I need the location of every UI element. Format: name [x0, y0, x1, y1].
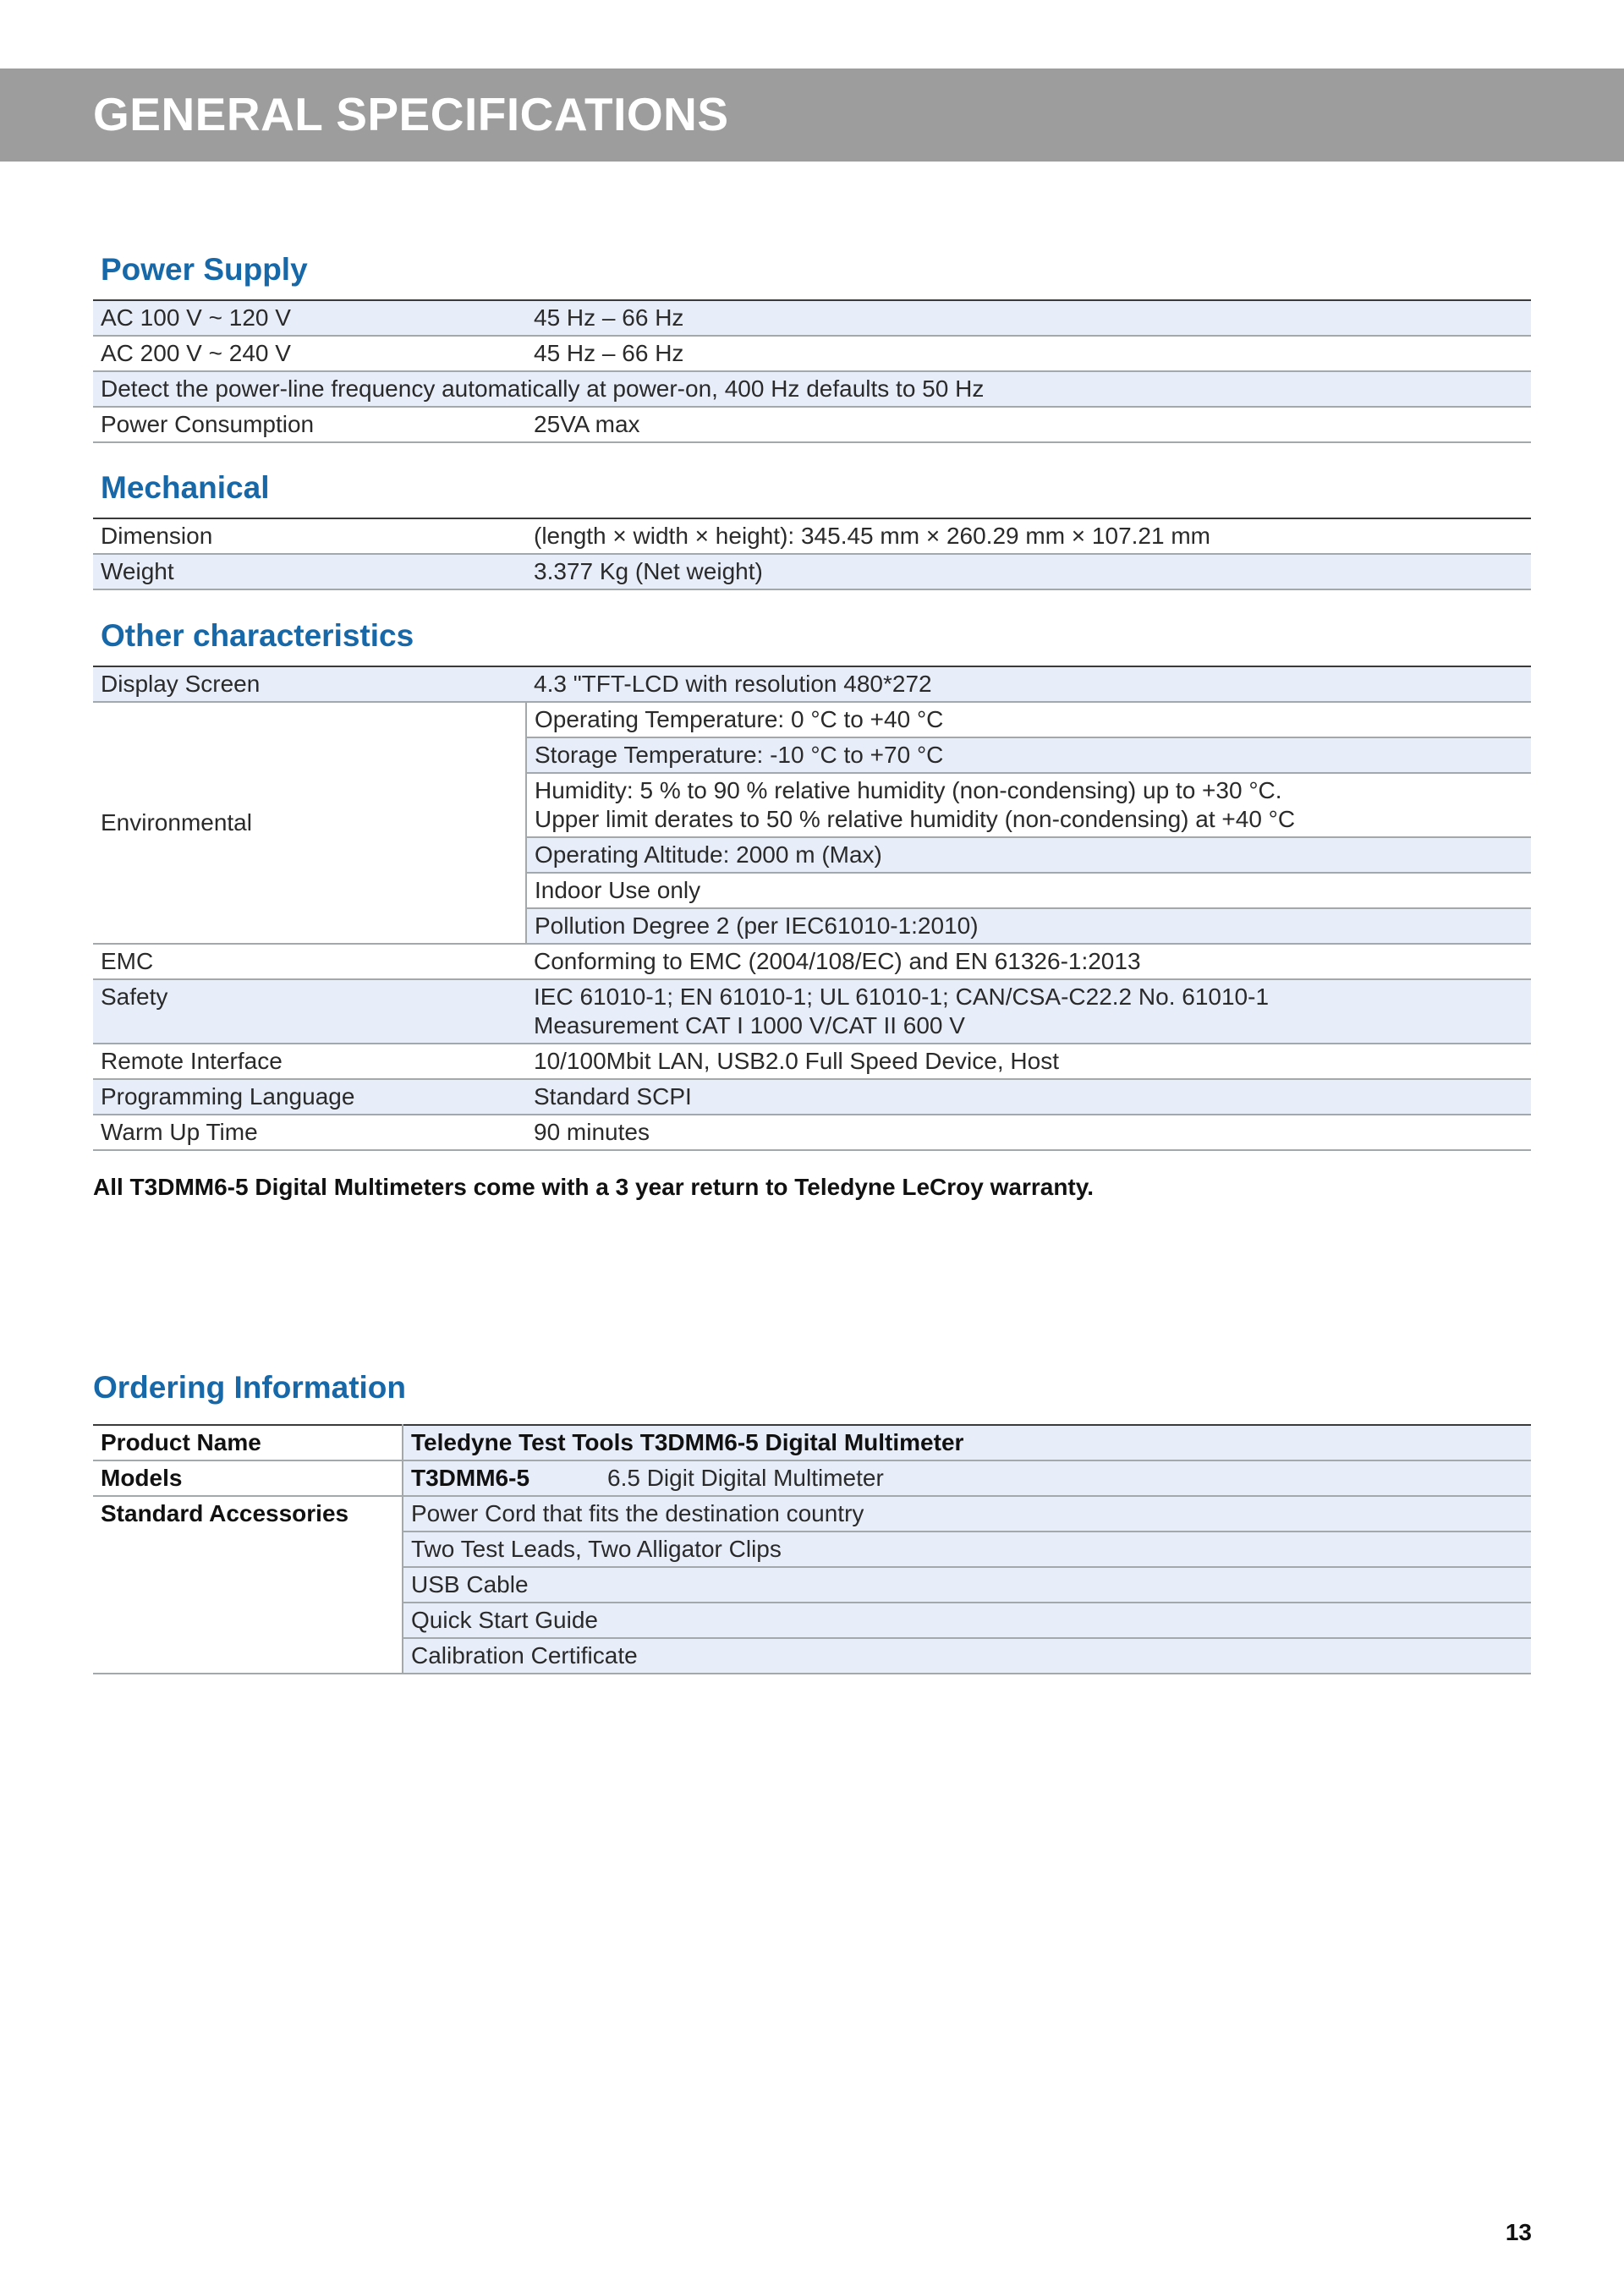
- spec-value: 3.377 Kg (Net weight): [526, 554, 1531, 589]
- spec-label: Safety: [93, 979, 526, 1044]
- spec-label: EMC: [93, 944, 526, 979]
- table-row: [93, 554, 1531, 589]
- table-row: [93, 336, 1531, 371]
- spec-label: Weight: [93, 554, 526, 589]
- spec-value: Standard SCPI: [526, 1079, 1531, 1115]
- table-row: [93, 702, 1531, 737]
- mechanical-title: Mechanical: [101, 470, 270, 505]
- order-label: Standard Accessories: [93, 1496, 403, 1674]
- table-row: [93, 300, 1531, 336]
- header-banner: [0, 68, 1624, 162]
- model-value: [403, 1460, 1531, 1496]
- spec-label: Power Consumption: [93, 407, 526, 442]
- page-title: GENERAL SPECIFICATIONS: [93, 88, 729, 140]
- spec-label-environmental: Environmental: [93, 702, 526, 944]
- order-label: Product Name: [93, 1425, 403, 1460]
- spec-value: 4.3 "TFT-LCD with resolution 480*272: [526, 666, 1531, 702]
- ordering-section: [93, 1368, 1531, 1674]
- spec-value: Conforming to EMC (2004/108/EC) and EN 61326-1:2013: [526, 944, 1531, 979]
- order-label: Models: [93, 1460, 403, 1496]
- other-characteristics-title: Other characteristics: [101, 618, 414, 653]
- accessory-item: Quick Start Guide: [403, 1603, 1531, 1638]
- spec-value: 10/100Mbit LAN, USB2.0 Full Speed Device, Host: [526, 1044, 1531, 1079]
- ordering-title: Ordering Information: [93, 1370, 406, 1405]
- table-row: [93, 407, 1531, 442]
- spec-value: Pollution Degree 2 (per IEC61010-1:2010): [526, 908, 1531, 944]
- model-description: 6.5 Digit Digital Multimeter: [607, 1465, 884, 1491]
- spec-value-humidity: [526, 773, 1531, 837]
- spec-label: Programming Language: [93, 1079, 526, 1115]
- table-row: [93, 1425, 1531, 1460]
- model-code: T3DMM6-5: [411, 1465, 530, 1491]
- table-row: [93, 979, 1531, 1044]
- spec-value: Storage Temperature: -10 °C to +70 °C: [526, 737, 1531, 773]
- power-supply-title: Power Supply: [101, 252, 308, 287]
- spec-value: 90 minutes: [526, 1115, 1531, 1150]
- spec-label: Dimension: [93, 518, 526, 554]
- mechanical-section: [93, 469, 1531, 590]
- power-supply-section: [93, 250, 1531, 443]
- spec-note: Detect the power-line frequency automatically at power-on, 400 Hz defaults to 50 Hz: [93, 371, 1531, 407]
- accessory-item: Two Test Leads, Two Alligator Clips: [403, 1532, 1531, 1567]
- accessory-item: Calibration Certificate: [403, 1638, 1531, 1674]
- safety-line: Measurement CAT I 1000 V/CAT II 600 V: [534, 1012, 965, 1038]
- spec-value: 45 Hz – 66 Hz: [526, 300, 1531, 336]
- warranty-note: All T3DMM6-5 Digital Multimeters come with a 3 year return to Teledyne LeCroy warranty.: [93, 1174, 1095, 1200]
- accessory-item: Power Cord that fits the destination country: [403, 1496, 1531, 1532]
- safety-line: IEC 61010-1; EN 61010-1; UL 61010-1; CAN/CSA-C22.2 No. 61010-1: [534, 984, 1270, 1010]
- table-row: [93, 944, 1531, 979]
- table-row: [93, 371, 1531, 407]
- spec-value: Indoor Use only: [526, 873, 1531, 908]
- power-supply-table: [93, 299, 1531, 443]
- spec-label: Display Screen: [93, 666, 526, 702]
- spec-label: Remote Interface: [93, 1044, 526, 1079]
- accessory-item: USB Cable: [403, 1567, 1531, 1603]
- spec-value: 25VA max: [526, 407, 1531, 442]
- mechanical-table: [93, 518, 1531, 590]
- table-row: [93, 666, 1531, 702]
- product-name-value: Teledyne Test Tools T3DMM6-5 Digital Multimeter: [403, 1425, 1531, 1460]
- table-row: [93, 1115, 1531, 1150]
- page-number: 13: [1505, 2219, 1532, 2245]
- spec-label: AC 100 V ~ 120 V: [93, 300, 526, 336]
- other-characteristics-section: [93, 616, 1531, 1151]
- spec-value: (length × width × height): 345.45 mm × 260.29 mm × 107.21 mm: [526, 518, 1531, 554]
- table-row: [93, 1496, 1531, 1532]
- spec-value: 45 Hz – 66 Hz: [526, 336, 1531, 371]
- spec-value: Operating Temperature: 0 °C to +40 °C: [526, 702, 1531, 737]
- spec-value-safety: [526, 979, 1531, 1044]
- humidity-line: Upper limit derates to 50 % relative humidity (non-condensing) at +40 °C: [535, 806, 1296, 832]
- table-row: [93, 1460, 1531, 1496]
- spec-label: Warm Up Time: [93, 1115, 526, 1150]
- humidity-line: Humidity: 5 % to 90 % relative humidity (non-condensing) up to +30 °C.: [535, 777, 1282, 803]
- other-characteristics-table: [93, 666, 1531, 1151]
- table-row: [93, 518, 1531, 554]
- spec-value: Operating Altitude: 2000 m (Max): [526, 837, 1531, 873]
- table-row: [93, 1044, 1531, 1079]
- spec-label: AC 200 V ~ 240 V: [93, 336, 526, 371]
- ordering-table: [93, 1424, 1531, 1674]
- table-row: [93, 1079, 1531, 1115]
